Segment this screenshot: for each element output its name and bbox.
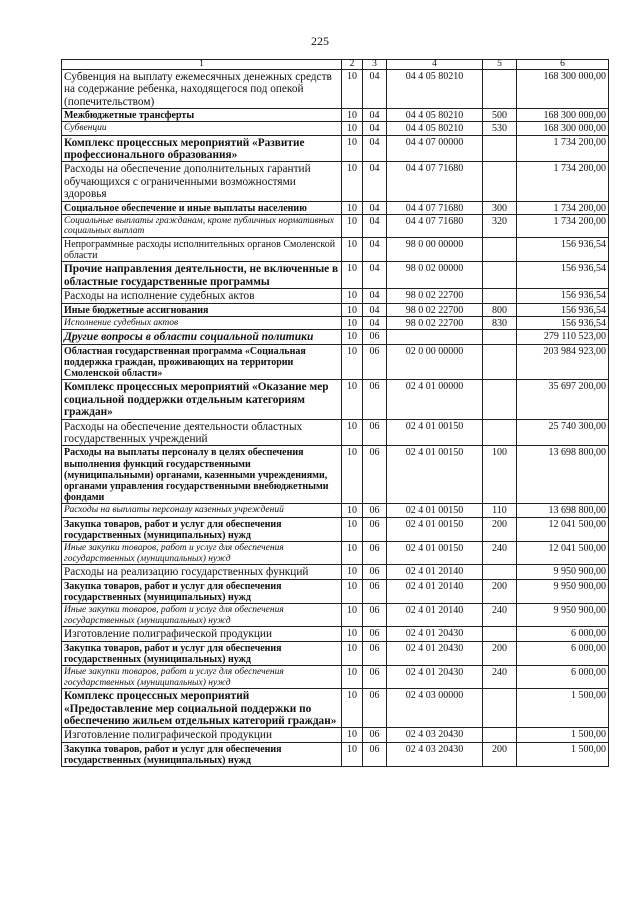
- row-section-cell: 10: [342, 344, 363, 380]
- row-subsection-cell: 04: [363, 201, 387, 214]
- row-name-cell: Прочие направления деятельности, не включенные в областные государственные программы: [62, 262, 342, 289]
- row-section-cell: 10: [342, 135, 363, 162]
- table-row: [62, 742, 609, 766]
- row-expense-type-cell: 100: [483, 446, 517, 504]
- row-amount-cell: 156 936,54: [517, 238, 609, 262]
- row-section-cell: 10: [342, 380, 363, 419]
- row-subsection-cell: 06: [363, 627, 387, 641]
- row-target-article-cell: 02 4 01 00150: [387, 541, 483, 564]
- table-row: [62, 238, 609, 262]
- row-amount-cell: 6 000,00: [517, 641, 609, 665]
- row-amount-cell: 156 936,54: [517, 262, 609, 289]
- row-amount-cell: 13 698 800,00: [517, 504, 609, 517]
- row-subsection-cell: 06: [363, 641, 387, 665]
- row-target-article-cell: 98 0 02 22700: [387, 316, 483, 329]
- row-subsection-cell: 06: [363, 446, 387, 504]
- header-col-3: 3: [363, 60, 387, 70]
- table-row: [62, 214, 609, 237]
- table-row: [62, 728, 609, 742]
- row-subsection-cell: 04: [363, 238, 387, 262]
- row-target-article-cell: 02 4 01 00150: [387, 517, 483, 541]
- row-expense-type-cell: [483, 380, 517, 419]
- row-target-article-cell: 02 4 01 20430: [387, 665, 483, 688]
- row-subsection-cell: 06: [363, 419, 387, 446]
- row-expense-type-cell: [483, 627, 517, 641]
- row-name-cell: Комплекс процессных мероприятий «Предоставление мер социальной поддержки по обеспечению жильем отдельных категорий граждан»: [62, 689, 342, 728]
- table-row: [62, 689, 609, 728]
- row-expense-type-cell: [483, 70, 517, 109]
- row-section-cell: 10: [342, 742, 363, 766]
- row-name-cell: Расходы на выплаты персоналу казенных учреждений: [62, 504, 342, 517]
- row-subsection-cell: 04: [363, 135, 387, 162]
- row-name-cell: Комплекс процессных мероприятий «Оказание мер социальной поддержки отдельным категориям граждан»: [62, 380, 342, 419]
- row-name-cell: Иные закупки товаров, работ и услуг для обеспечения государственных (муниципальных) нужд: [62, 603, 342, 626]
- row-name-cell: Иные закупки товаров, работ и услуг для обеспечения государственных (муниципальных) нужд: [62, 541, 342, 564]
- row-section-cell: 10: [342, 728, 363, 742]
- row-section-cell: 10: [342, 316, 363, 329]
- row-amount-cell: 9 950 900,00: [517, 565, 609, 579]
- row-amount-cell: 9 950 900,00: [517, 579, 609, 603]
- row-amount-cell: 168 300 000,00: [517, 70, 609, 109]
- row-target-article-cell: 02 4 01 00150: [387, 419, 483, 446]
- row-expense-type-cell: [483, 238, 517, 262]
- table-row: [62, 316, 609, 329]
- row-name-cell: Областная государственная программа «Социальная поддержка граждан, проживающих на территории Смоленской области»: [62, 344, 342, 380]
- row-section-cell: 10: [342, 504, 363, 517]
- row-section-cell: 10: [342, 579, 363, 603]
- row-amount-cell: 1 734 200,00: [517, 162, 609, 201]
- row-subsection-cell: 06: [363, 742, 387, 766]
- row-expense-type-cell: 500: [483, 109, 517, 122]
- row-section-cell: 10: [342, 627, 363, 641]
- row-amount-cell: 156 936,54: [517, 289, 609, 303]
- row-section-cell: 10: [342, 109, 363, 122]
- row-expense-type-cell: 240: [483, 541, 517, 564]
- row-target-article-cell: 04 4 05 80210: [387, 70, 483, 109]
- row-expense-type-cell: 200: [483, 742, 517, 766]
- row-expense-type-cell: 240: [483, 665, 517, 688]
- row-amount-cell: 1 734 200,00: [517, 135, 609, 162]
- table-row: [62, 201, 609, 214]
- row-subsection-cell: 06: [363, 330, 387, 345]
- row-expense-type-cell: 200: [483, 579, 517, 603]
- table-row: [62, 665, 609, 688]
- row-amount-cell: 9 950 900,00: [517, 603, 609, 626]
- row-amount-cell: 6 000,00: [517, 665, 609, 688]
- row-section-cell: 10: [342, 419, 363, 446]
- row-name-cell: Непрограммные расходы исполнительных органов Смоленской области: [62, 238, 342, 262]
- table-row: [62, 627, 609, 641]
- row-name-cell: Иные бюджетные ассигнования: [62, 303, 342, 316]
- row-expense-type-cell: [483, 330, 517, 345]
- row-section-cell: 10: [342, 565, 363, 579]
- table-row: [62, 380, 609, 419]
- row-name-cell: Расходы на реализацию государственных функций: [62, 565, 342, 579]
- row-target-article-cell: 98 0 00 00000: [387, 238, 483, 262]
- row-expense-type-cell: 110: [483, 504, 517, 517]
- row-section-cell: 10: [342, 162, 363, 201]
- row-expense-type-cell: [483, 289, 517, 303]
- row-amount-cell: 156 936,54: [517, 316, 609, 329]
- row-name-cell: Закупка товаров, работ и услуг для обеспечения государственных (муниципальных) нужд: [62, 742, 342, 766]
- row-section-cell: 10: [342, 517, 363, 541]
- row-target-article-cell: 02 4 03 20430: [387, 742, 483, 766]
- row-amount-cell: 12 041 500,00: [517, 517, 609, 541]
- row-name-cell: Расходы на обеспечение деятельности областных государственных учреждений: [62, 419, 342, 446]
- row-subsection-cell: 06: [363, 380, 387, 419]
- row-target-article-cell: 02 4 03 20430: [387, 728, 483, 742]
- header-col-4: 4: [387, 60, 483, 70]
- row-subsection-cell: 06: [363, 728, 387, 742]
- row-subsection-cell: 04: [363, 214, 387, 237]
- row-section-cell: 10: [342, 201, 363, 214]
- table-body: [62, 70, 609, 767]
- table-row: [62, 419, 609, 446]
- row-amount-cell: 1 500,00: [517, 689, 609, 728]
- row-name-cell: Расходы на обеспечение дополнительных гарантий обучающихся с ограниченными возможностями здоровья: [62, 162, 342, 201]
- row-name-cell: Расходы на выплаты персоналу в целях обеспечения выполнения функций государственными (муниципальными) органами, казенными учреждениями, органами управления государственными внебюджетными фондами: [62, 446, 342, 504]
- row-expense-type-cell: 530: [483, 122, 517, 135]
- header-col-5: 5: [483, 60, 517, 70]
- row-target-article-cell: 02 4 01 20140: [387, 579, 483, 603]
- table-row: [62, 344, 609, 380]
- row-target-article-cell: 98 0 02 22700: [387, 303, 483, 316]
- table-row: [62, 330, 609, 345]
- row-target-article-cell: 98 0 02 00000: [387, 262, 483, 289]
- table-row: [62, 446, 609, 504]
- row-subsection-cell: 04: [363, 109, 387, 122]
- table-row: [62, 579, 609, 603]
- row-name-cell: Социальное обеспечение и иные выплаты населению: [62, 201, 342, 214]
- row-section-cell: 10: [342, 330, 363, 345]
- row-target-article-cell: 04 4 05 80210: [387, 122, 483, 135]
- row-target-article-cell: 02 0 00 00000: [387, 344, 483, 380]
- row-name-cell: Субвенция на выплату ежемесячных денежных средств на содержание ребенка, находящегося под опекой (попечительством): [62, 70, 342, 109]
- row-amount-cell: 168 300 000,00: [517, 122, 609, 135]
- row-target-article-cell: 02 4 01 20140: [387, 603, 483, 626]
- row-section-cell: 10: [342, 303, 363, 316]
- table-row: [62, 70, 609, 109]
- row-expense-type-cell: [483, 728, 517, 742]
- header-col-2: 2: [342, 60, 363, 70]
- row-target-article-cell: 02 4 01 00150: [387, 504, 483, 517]
- row-expense-type-cell: [483, 135, 517, 162]
- row-expense-type-cell: [483, 162, 517, 201]
- page-number: 225: [311, 34, 329, 48]
- row-subsection-cell: 04: [363, 70, 387, 109]
- table-row: [62, 109, 609, 122]
- row-amount-cell: 13 698 800,00: [517, 446, 609, 504]
- row-subsection-cell: 04: [363, 303, 387, 316]
- row-name-cell: Изготовление полиграфической продукции: [62, 728, 342, 742]
- table-row: [62, 541, 609, 564]
- row-subsection-cell: 06: [363, 541, 387, 564]
- row-target-article-cell: 04 4 07 00000: [387, 135, 483, 162]
- row-expense-type-cell: [483, 689, 517, 728]
- row-section-cell: 10: [342, 238, 363, 262]
- row-subsection-cell: 04: [363, 262, 387, 289]
- row-subsection-cell: 06: [363, 579, 387, 603]
- row-target-article-cell: 04 4 07 71680: [387, 214, 483, 237]
- row-subsection-cell: 06: [363, 344, 387, 380]
- row-subsection-cell: 04: [363, 162, 387, 201]
- row-expense-type-cell: 200: [483, 641, 517, 665]
- row-amount-cell: 168 300 000,00: [517, 109, 609, 122]
- row-amount-cell: 279 110 523,00: [517, 330, 609, 345]
- row-expense-type-cell: [483, 262, 517, 289]
- row-amount-cell: 25 740 300,00: [517, 419, 609, 446]
- table-row: [62, 303, 609, 316]
- table-row: [62, 565, 609, 579]
- row-section-cell: 10: [342, 641, 363, 665]
- row-expense-type-cell: 830: [483, 316, 517, 329]
- row-target-article-cell: 02 4 01 20430: [387, 627, 483, 641]
- row-target-article-cell: 02 4 01 20140: [387, 565, 483, 579]
- row-section-cell: 10: [342, 262, 363, 289]
- header-col-6: 6: [517, 60, 609, 70]
- row-expense-type-cell: 800: [483, 303, 517, 316]
- row-subsection-cell: 06: [363, 504, 387, 517]
- row-name-cell: Иные закупки товаров, работ и услуг для обеспечения государственных (муниципальных) нужд: [62, 665, 342, 688]
- row-expense-type-cell: [483, 344, 517, 380]
- header-col-1: 1: [62, 60, 342, 70]
- row-subsection-cell: 04: [363, 316, 387, 329]
- row-amount-cell: 35 697 200,00: [517, 380, 609, 419]
- row-expense-type-cell: 240: [483, 603, 517, 626]
- row-target-article-cell: 02 4 01 00000: [387, 380, 483, 419]
- row-subsection-cell: 06: [363, 603, 387, 626]
- row-subsection-cell: 06: [363, 665, 387, 688]
- row-amount-cell: 156 936,54: [517, 303, 609, 316]
- row-section-cell: 10: [342, 289, 363, 303]
- row-section-cell: 10: [342, 541, 363, 564]
- row-name-cell: Субвенции: [62, 122, 342, 135]
- row-expense-type-cell: 320: [483, 214, 517, 237]
- row-name-cell: Другие вопросы в области социальной политики: [62, 330, 342, 345]
- row-section-cell: 10: [342, 689, 363, 728]
- table-row: [62, 517, 609, 541]
- row-section-cell: 10: [342, 122, 363, 135]
- row-expense-type-cell: 300: [483, 201, 517, 214]
- row-name-cell: Изготовление полиграфической продукции: [62, 627, 342, 641]
- row-name-cell: Социальные выплаты гражданам, кроме публичных нормативных социальных выплат: [62, 214, 342, 237]
- row-name-cell: Закупка товаров, работ и услуг для обеспечения государственных (муниципальных) нужд: [62, 579, 342, 603]
- row-section-cell: 10: [342, 603, 363, 626]
- row-target-article-cell: 02 4 03 00000: [387, 689, 483, 728]
- row-target-article-cell: 04 4 07 71680: [387, 162, 483, 201]
- row-target-article-cell: [387, 330, 483, 345]
- row-expense-type-cell: [483, 419, 517, 446]
- table-row: [62, 122, 609, 135]
- row-amount-cell: 1 500,00: [517, 742, 609, 766]
- row-name-cell: Комплекс процессных мероприятий «Развитие профессионального образования»: [62, 135, 342, 162]
- table-row: [62, 135, 609, 162]
- table-row: [62, 603, 609, 626]
- row-target-article-cell: 04 4 05 80210: [387, 109, 483, 122]
- row-name-cell: Расходы на исполнение судебных актов: [62, 289, 342, 303]
- row-target-article-cell: 02 4 01 20430: [387, 641, 483, 665]
- row-name-cell: Закупка товаров, работ и услуг для обеспечения государственных (муниципальных) нужд: [62, 517, 342, 541]
- row-section-cell: 10: [342, 446, 363, 504]
- row-target-article-cell: 04 4 07 71680: [387, 201, 483, 214]
- row-amount-cell: 1 734 200,00: [517, 214, 609, 237]
- table-header-row: [62, 60, 609, 70]
- budget-table: [61, 59, 609, 767]
- row-target-article-cell: 98 0 02 22700: [387, 289, 483, 303]
- row-target-article-cell: 02 4 01 00150: [387, 446, 483, 504]
- row-subsection-cell: 06: [363, 565, 387, 579]
- row-section-cell: 10: [342, 70, 363, 109]
- row-name-cell: Межбюджетные трансферты: [62, 109, 342, 122]
- row-amount-cell: 12 041 500,00: [517, 541, 609, 564]
- row-amount-cell: 203 984 923,00: [517, 344, 609, 380]
- table-row: [62, 289, 609, 303]
- row-amount-cell: 1 500,00: [517, 728, 609, 742]
- table-row: [62, 641, 609, 665]
- row-subsection-cell: 06: [363, 517, 387, 541]
- table-row: [62, 504, 609, 517]
- row-amount-cell: 6 000,00: [517, 627, 609, 641]
- row-subsection-cell: 04: [363, 289, 387, 303]
- row-subsection-cell: 06: [363, 689, 387, 728]
- row-subsection-cell: 04: [363, 122, 387, 135]
- row-name-cell: Исполнение судебных актов: [62, 316, 342, 329]
- row-expense-type-cell: [483, 565, 517, 579]
- table-row: [62, 262, 609, 289]
- row-expense-type-cell: 200: [483, 517, 517, 541]
- table-row: [62, 162, 609, 201]
- row-section-cell: 10: [342, 665, 363, 688]
- row-section-cell: 10: [342, 214, 363, 237]
- row-name-cell: Закупка товаров, работ и услуг для обеспечения государственных (муниципальных) нужд: [62, 641, 342, 665]
- row-amount-cell: 1 734 200,00: [517, 201, 609, 214]
